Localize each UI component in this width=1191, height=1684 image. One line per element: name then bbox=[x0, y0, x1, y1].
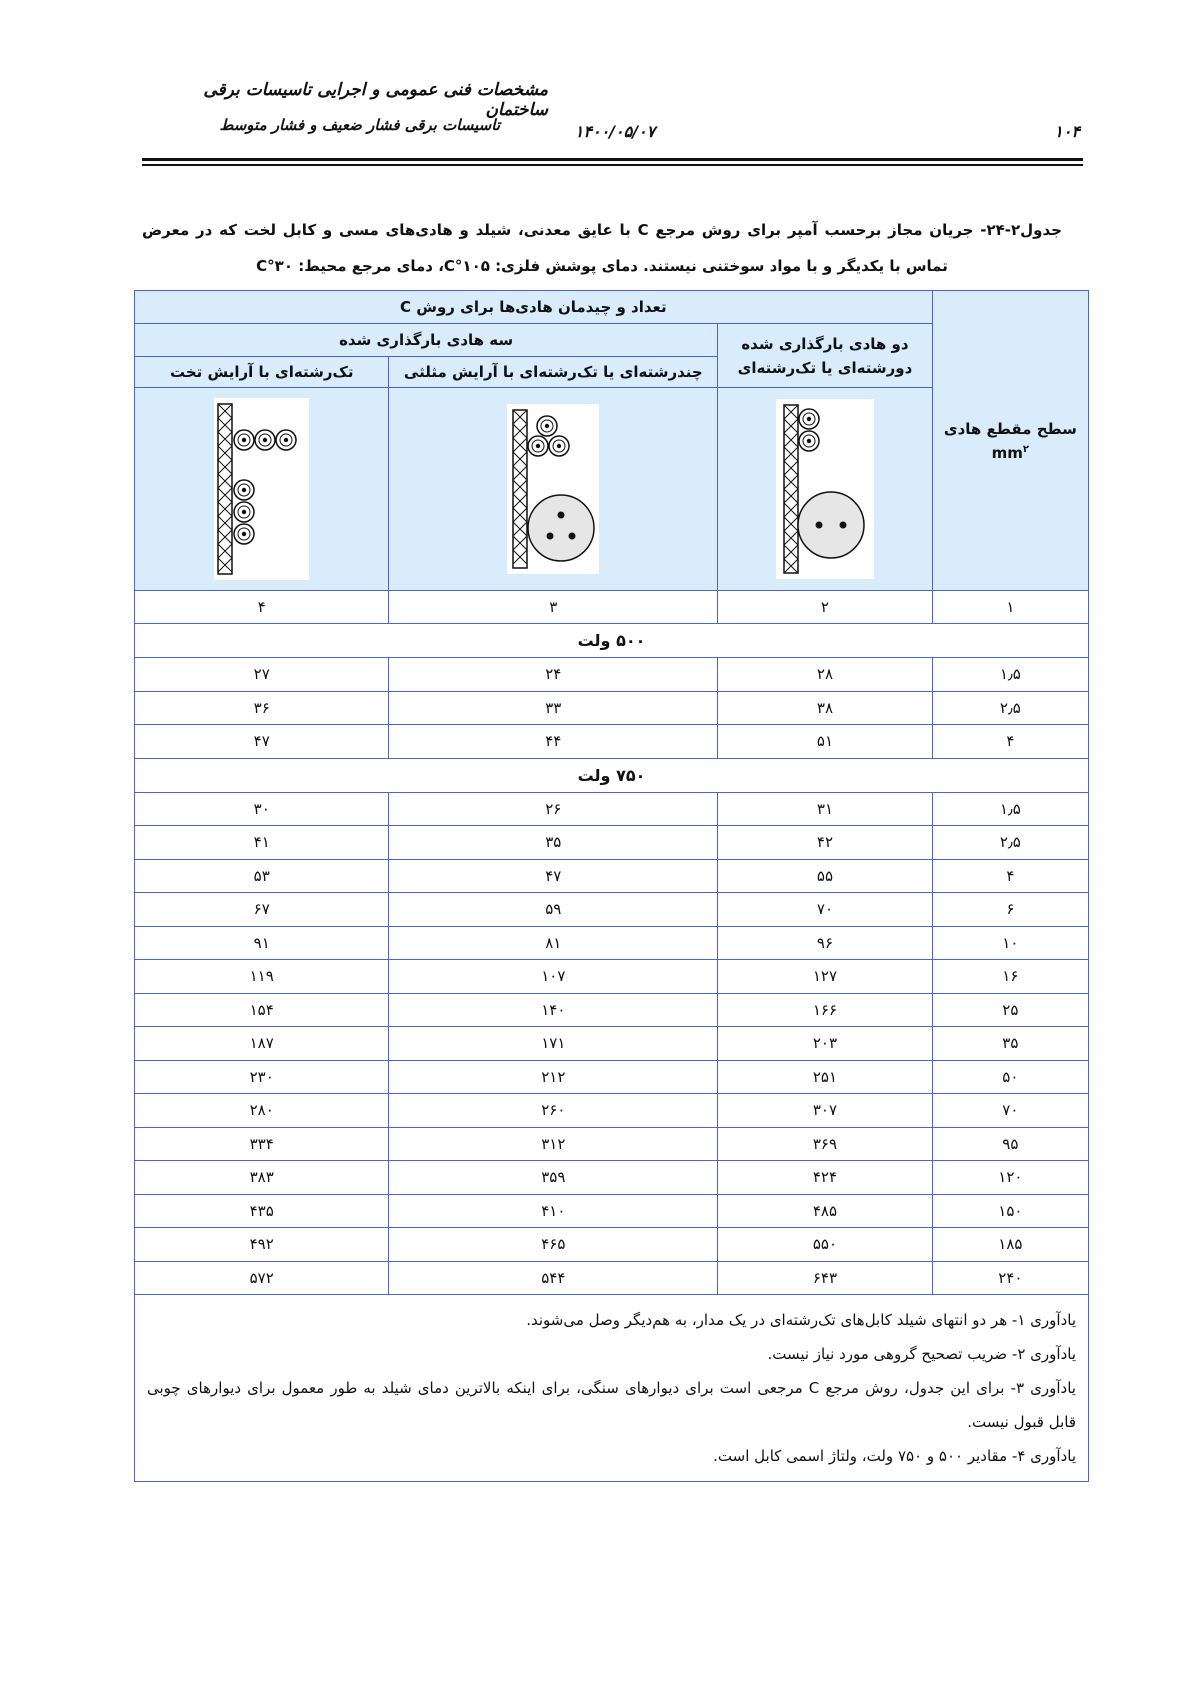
document-date: ۱۴۰۰/۰۵/۰۷ bbox=[574, 122, 656, 141]
table-cell: ۱۲۷ bbox=[718, 960, 933, 994]
table-cell: ۲۳۰ bbox=[135, 1060, 389, 1094]
table-cell: ۶۷ bbox=[135, 893, 389, 927]
table-cell: ۵۰ bbox=[932, 1060, 1088, 1094]
table-cell: ۱۵۰ bbox=[932, 1194, 1088, 1228]
table-cell: ۲۸۰ bbox=[135, 1094, 389, 1128]
table-cell: ۵۳ bbox=[135, 859, 389, 893]
table-cell: ۱۵۴ bbox=[135, 993, 389, 1027]
document-subtitle: تاسیسات برقی فشار ضعیف و فشار متوسط bbox=[219, 116, 500, 134]
table-cell: ۵۵۰ bbox=[718, 1228, 933, 1262]
two-loaded-header bbox=[718, 324, 933, 388]
table-cell: ۵۷۲ bbox=[135, 1261, 389, 1295]
table-cell: ۳۳۴ bbox=[135, 1127, 389, 1161]
arrangement-group-header: تعداد و چیدمان هادی‌ها برای روش C bbox=[135, 291, 933, 324]
three-flat-diagram bbox=[214, 398, 309, 580]
three-trefoil-header: چندرشته‌ای یا تک‌رشته‌ای با آرایش مثلثی bbox=[389, 357, 718, 388]
table-cell: ۱۰۷ bbox=[389, 960, 718, 994]
table-cell: ۳۵ bbox=[389, 826, 718, 860]
table-cell: ۵۹ bbox=[389, 893, 718, 927]
conductor-size-unit-sup: ۲ bbox=[1022, 443, 1030, 455]
table-cell: ۱۴۰ bbox=[389, 993, 718, 1027]
conductor-size-header bbox=[932, 291, 1088, 591]
table-cell: ۴ bbox=[932, 725, 1088, 759]
conductor-size-unit: mm bbox=[991, 443, 1023, 462]
note-4: یادآوری ۴- مقادیر ۵۰۰ و ۷۵۰ ولت، ولتاژ اسمی کابل است. bbox=[713, 1447, 1076, 1465]
table-cell: ۱۶۶ bbox=[718, 993, 933, 1027]
table-cell: ۶ bbox=[932, 893, 1088, 927]
document-title: مشخصات فنی عمومی و اجرایی تاسیسات برقی ساختمان bbox=[203, 80, 548, 120]
table-notes bbox=[135, 1295, 1089, 1482]
table-cell: ۹۱ bbox=[135, 926, 389, 960]
three-trefoil-diagram bbox=[507, 404, 599, 574]
table-cell: ۴۱۰ bbox=[389, 1194, 718, 1228]
table-cell: ۴۴ bbox=[389, 725, 718, 759]
table-cell: ۲۵ bbox=[932, 993, 1088, 1027]
table-cell: ۴ bbox=[932, 859, 1088, 893]
table-cell: ۲۴۰ bbox=[932, 1261, 1088, 1295]
three-flat-diagram-cell bbox=[135, 388, 389, 591]
note-3: یادآوری ۳- برای این جدول، روش مرجع C مرجعی است برای دیوارهای سنگی، برای اینکه بالاترین دمای شیلد به طور معمول برای دیوارهای چوبی قابل قبول نیست. bbox=[147, 1379, 1076, 1431]
column-number: ۱ bbox=[932, 591, 1088, 624]
table-cell: ۹۶ bbox=[718, 926, 933, 960]
table-cell: ۷۰ bbox=[932, 1094, 1088, 1128]
table-cell: ۵۱ bbox=[718, 725, 933, 759]
table-cell: ۱۱۹ bbox=[135, 960, 389, 994]
multi-core-cable-icon bbox=[528, 495, 594, 561]
table-cell: ۳۸۳ bbox=[135, 1161, 389, 1195]
page-number: ۱۰۴ bbox=[1054, 122, 1080, 141]
table-cell: ۴۷ bbox=[135, 725, 389, 759]
table-cell: ۲۶ bbox=[389, 792, 718, 826]
table-cell: ۲۱۲ bbox=[389, 1060, 718, 1094]
table-cell: ۵۵ bbox=[718, 859, 933, 893]
table-cell: ۴۲ bbox=[718, 826, 933, 860]
table-cell: ۲۶۰ bbox=[389, 1094, 718, 1128]
table-cell: ۹۵ bbox=[932, 1127, 1088, 1161]
column-number: ۳ bbox=[389, 591, 718, 624]
table-cell: ۴۲۴ bbox=[718, 1161, 933, 1195]
table-cell: ۲۵۱ bbox=[718, 1060, 933, 1094]
table-cell: ۷۰ bbox=[718, 893, 933, 927]
ampacity-table bbox=[134, 290, 1089, 1482]
table-cell: ۴۹۲ bbox=[135, 1228, 389, 1262]
section-750v: ۷۵۰ ولت bbox=[135, 758, 1089, 792]
multi-core-cable-icon bbox=[798, 492, 864, 558]
two-loaded-subtitle: دورشته‌ای یا تک‌رشته‌ای bbox=[737, 358, 913, 377]
table-cell: ۶۴۳ bbox=[718, 1261, 933, 1295]
table-cell: ۴۸۵ bbox=[718, 1194, 933, 1228]
table-cell: ۴۱ bbox=[135, 826, 389, 860]
section-500v: ۵۰۰ ولت bbox=[135, 624, 1089, 658]
table-cell: ۳۱ bbox=[718, 792, 933, 826]
three-trefoil-diagram-cell bbox=[389, 388, 718, 591]
table-caption: جدول۲-۲۴- جریان مجاز برحسب آمپر برای روش مرجع C با عایق معدنی، شیلد و هادی‌های مسی و کابل لخت که در معرض تماس با یکدیگر و با مواد سوختنی نیستند. دمای پوشش فلزی: ۱۰۵°C، دمای مرجع محیط: ۳۰°C bbox=[142, 221, 1062, 275]
note-2: یادآوری ۲- ضریب تصحیح گروهی مورد نیاز نیست. bbox=[767, 1345, 1076, 1363]
table-cell: ۳۵ bbox=[932, 1027, 1088, 1061]
table-cell: ۵۴۴ bbox=[389, 1261, 718, 1295]
table-cell: ۴۷ bbox=[389, 859, 718, 893]
two-loaded-title: دو هادی بارگذاری شده bbox=[741, 334, 909, 353]
table-cell: ۳۵۹ bbox=[389, 1161, 718, 1195]
table-cell: ۲٫۵ bbox=[932, 691, 1088, 725]
two-loaded-diagram-cell bbox=[718, 388, 933, 591]
table-cell: ۴۶۵ bbox=[389, 1228, 718, 1262]
table-cell: ۸۱ bbox=[389, 926, 718, 960]
two-conductor-diagram bbox=[776, 399, 874, 579]
table-cell: ۱۶ bbox=[932, 960, 1088, 994]
table-cell: ۲٫۵ bbox=[932, 826, 1088, 860]
table-cell: ۱۲۰ bbox=[932, 1161, 1088, 1195]
table-cell: ۳۰ bbox=[135, 792, 389, 826]
table-cell: ۲۸ bbox=[718, 658, 933, 692]
table-cell: ۱٫۵ bbox=[932, 792, 1088, 826]
column-number: ۲ bbox=[718, 591, 933, 624]
table-cell: ۳۶۹ bbox=[718, 1127, 933, 1161]
table-cell: ۳۶ bbox=[135, 691, 389, 725]
table-cell: ۱۷۱ bbox=[389, 1027, 718, 1061]
three-flat-header: تک‌رشته‌ای با آرایش تخت bbox=[135, 357, 389, 388]
table-cell: ۳۳ bbox=[389, 691, 718, 725]
header-rule-thick bbox=[142, 158, 1083, 161]
table-cell: ۱٫۵ bbox=[932, 658, 1088, 692]
three-loaded-header: سه هادی بارگذاری شده bbox=[135, 324, 718, 357]
conductor-size-label: سطح مقطع هادی bbox=[943, 419, 1077, 438]
column-number: ۴ bbox=[135, 591, 389, 624]
table-cell: ۳۰۷ bbox=[718, 1094, 933, 1128]
header-rule-thin bbox=[142, 164, 1083, 166]
table-cell: ۱۸۷ bbox=[135, 1027, 389, 1061]
table-cell: ۱۰ bbox=[932, 926, 1088, 960]
table-cell: ۳۸ bbox=[718, 691, 933, 725]
table-cell: ۱۸۵ bbox=[932, 1228, 1088, 1262]
table-cell: ۲۷ bbox=[135, 658, 389, 692]
table-cell: ۲۰۳ bbox=[718, 1027, 933, 1061]
note-1: یادآوری ۱- هر دو انتهای شیلد کابل‌های تک‌رشته‌ای در یک مدار، به هم‌دیگر وصل می‌شوند. bbox=[526, 1311, 1076, 1329]
table-cell: ۳۱۲ bbox=[389, 1127, 718, 1161]
table-cell: ۴۳۵ bbox=[135, 1194, 389, 1228]
table-cell: ۲۴ bbox=[389, 658, 718, 692]
